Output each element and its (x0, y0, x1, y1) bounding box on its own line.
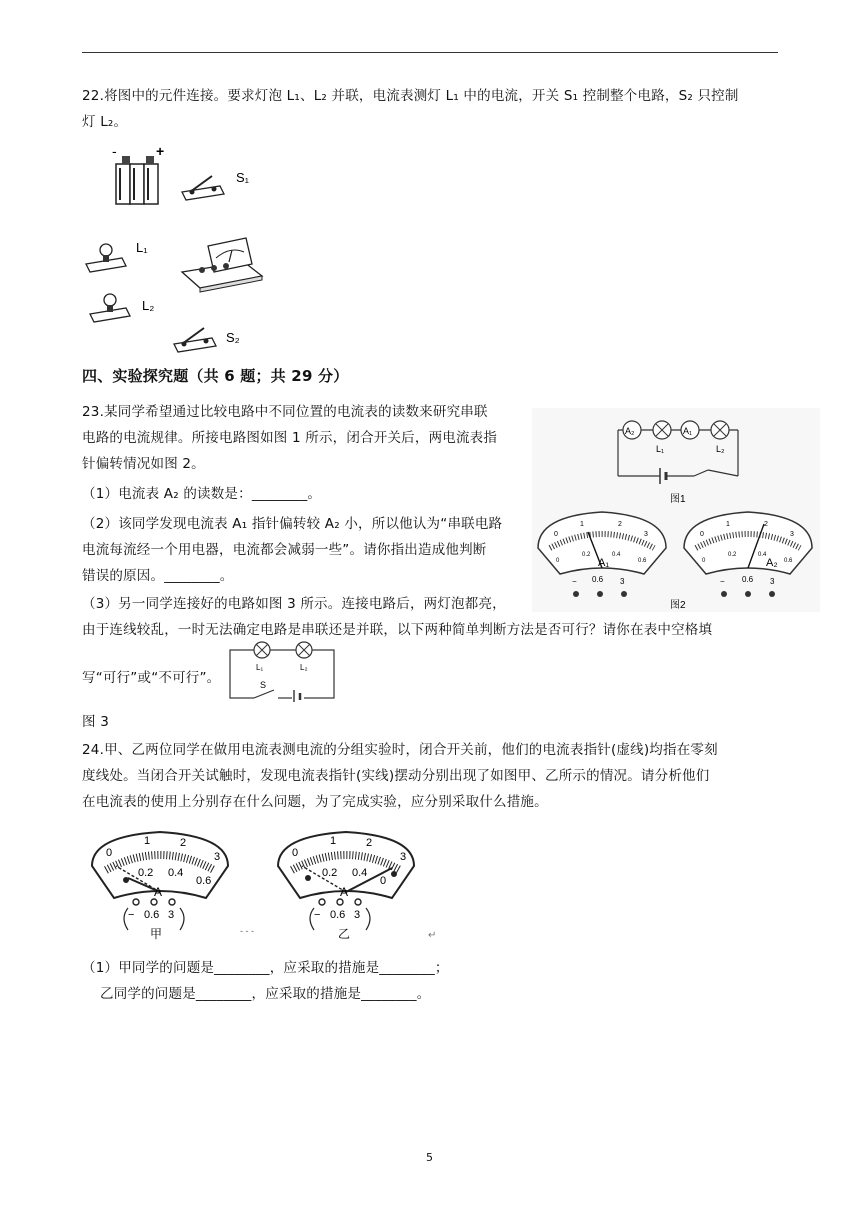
q24-meters-figure (88, 826, 448, 944)
q22-text-line1: 22.将图中的元件连接。要求灯泡 L₁、L₂ 并联，电流表测灯 L₁ 中的电流，开关 S₁ 控制整个电路，S₂ 只控制 (82, 88, 739, 104)
jia-tick-bottom-0: 0.2 (138, 867, 154, 879)
a2-terminal-3: 3 (770, 577, 775, 586)
q23-part3-line1: （3）另一同学连接好的电路如图 3 所示。连接电路后，两灯泡都亮， (82, 596, 506, 612)
a2-tick-bottom-3: 0.6 (784, 558, 793, 564)
jia-terminal-minus: − (128, 909, 135, 921)
yi-tick-top-1: 1 (330, 835, 337, 847)
jia-terminal-3: 3 (168, 909, 175, 921)
yi-caption: 乙 (338, 927, 351, 941)
a1-tick-top-2: 2 (618, 521, 622, 528)
lamp-l2-icon (90, 294, 130, 322)
paragraph-mark-icon: ↵ (428, 930, 437, 941)
a2-tick-bottom-0: 0 (702, 558, 706, 564)
jia-unit: A (154, 885, 163, 899)
yi-terminal-minus: − (314, 909, 321, 921)
battery-minus-label: - (112, 143, 117, 159)
ammeter-icon (182, 238, 262, 292)
fig3-l1-label: L₁ (256, 663, 264, 672)
lamp-l1-icon (86, 244, 126, 272)
a2-tick-top-3: 3 (790, 531, 794, 538)
q24-text-line3: 在电流表的使用上分别存在什么问题，为了完成实验，应分别采取什么措施。 (82, 794, 548, 810)
a1-tick-bottom-3: 0.6 (638, 558, 647, 564)
jia-caption: 甲 (150, 927, 163, 941)
yi-tick-bottom-2: 0 (380, 875, 387, 887)
fig2-caption: 图2 (670, 600, 686, 611)
a1-terminal-3: 3 (620, 577, 625, 586)
fig1-a1-label: A₁ (683, 426, 693, 436)
q23-text-line2: 电路的电流规律。所接电路图如图 1 所示，闭合开关后，两电流表指 (82, 430, 498, 446)
page-number: 5 (426, 1151, 434, 1164)
q23-part1: （1）电流表 A₂ 的读数是：________。 (82, 486, 322, 502)
jia-tick-bottom-2: 0.6 (196, 875, 212, 887)
jia-tick-top-1: 1 (144, 835, 151, 847)
fig1-l1-label: L₁ (656, 444, 665, 454)
fig3-s-label: S (260, 680, 267, 690)
q22-components-figure (82, 142, 272, 354)
q23-figure1-figure2 (532, 408, 820, 612)
jia-tick-top-2: 2 (180, 837, 187, 849)
switch-s2-icon (174, 328, 216, 352)
q23-part2-line3: 错误的原因。________。 (82, 568, 234, 584)
meter-jia (92, 832, 228, 941)
a1-tick-bottom-2: 0.4 (612, 552, 621, 558)
q23-figure3-caption: 图 3 (82, 714, 109, 730)
q23-part3-line3: 写“可行”或“不可行”。 (82, 670, 221, 686)
a2-tick-bottom-1: 0.2 (728, 552, 737, 558)
q24-text-line1: 24.甲、乙两位同学在做用电流表测电流的分组实验时，闭合开关前，他们的电流表指针(虚线)均指在零刻 (82, 742, 718, 758)
q23-part2-line2: 电流每流经一个用电器，电流都会减弱一些”。请你指出造成他判断 (82, 542, 487, 558)
q24-answer-line1: （1）甲同学的问题是________，应采取的措施是________； (82, 960, 449, 976)
a1-tick-top-3: 3 (644, 531, 648, 538)
battery-plus-label: + (156, 143, 165, 159)
a1-tick-top-1: 1 (580, 521, 584, 528)
a1-tick-bottom-1: 0.2 (582, 552, 591, 558)
a2-name: A₂ (766, 557, 778, 569)
meter-yi (278, 832, 414, 941)
a2-tick-top-1: 1 (726, 521, 730, 528)
q23-text-line1: 23.某同学希望通过比较电路中不同位置的电流表的读数来研究串联 (82, 404, 488, 420)
decorative-dashes: - - - (240, 926, 254, 936)
q23-text-line3: 针偏转情况如图 2。 (82, 456, 205, 472)
a2-tick-top-0: 0 (700, 531, 704, 538)
switch-s2-label: S₂ (226, 330, 240, 345)
yi-terminal-0-6: 0.6 (330, 909, 346, 921)
q24-text-line2: 度线处。当闭合开关试触时，发现电流表指针(实线)摆动分别出现了如图甲、乙所示的情况。请分析他们 (82, 768, 710, 784)
yi-tick-top-0: 0 (292, 847, 299, 859)
q22-text-line2: 灯 L₂。 (82, 114, 128, 130)
a2-terminal-0-6: 0.6 (742, 575, 754, 584)
yi-unit: A (340, 885, 349, 899)
a1-name: A₁ (598, 557, 610, 569)
header-rule (82, 52, 778, 53)
q23-part3-line2: 由于连线较乱，一时无法确定电路是串联还是并联，以下两种简单判断方法是否可行？请你在表中空格填 (82, 622, 713, 638)
lamp-l2-label: L₂ (142, 298, 155, 313)
yi-terminal-3: 3 (354, 909, 361, 921)
q23-figure3-circuit (228, 640, 336, 702)
yi-tick-top-2: 2 (366, 837, 373, 849)
a2-tick-top-2: 2 (764, 521, 768, 528)
q24-answer-line2: 乙同学的问题是________，应采取的措施是________。 (100, 986, 431, 1002)
fig1-caption: 图1 (670, 494, 686, 505)
jia-terminal-0-6: 0.6 (144, 909, 160, 921)
switch-s1-label: S₁ (236, 170, 250, 185)
section-4-heading: 四、实验探究题（共 6 题；共 29 分） (82, 367, 349, 385)
jia-tick-top-0: 0 (106, 847, 113, 859)
battery-icon (116, 156, 158, 204)
yi-tick-bottom-1: 0.4 (352, 867, 368, 879)
a2-terminal-minus: − (720, 577, 725, 586)
yi-tick-top-3: 3 (400, 851, 407, 863)
jia-tick-bottom-1: 0.4 (168, 867, 184, 879)
a1-terminal-0-6: 0.6 (592, 575, 604, 584)
a1-tick-top-0: 0 (554, 531, 558, 538)
fig3-l2-label: L₂ (300, 663, 308, 672)
jia-tick-top-3: 3 (214, 851, 221, 863)
lamp-l1-label: L₁ (136, 240, 148, 255)
q23-part2-line1: （2）该同学发现电流表 A₁ 指针偏转较 A₂ 小，所以他认为“串联电路 (82, 516, 503, 532)
a1-tick-bottom-0: 0 (556, 558, 560, 564)
fig1-l2-label: L₂ (716, 444, 725, 454)
a2-tick-bottom-2: 0.4 (758, 552, 767, 558)
switch-s1-icon (182, 176, 224, 200)
yi-tick-bottom-0: 0.2 (322, 867, 338, 879)
fig1-a2-label: A₂ (625, 426, 635, 436)
a1-terminal-minus: − (572, 577, 577, 586)
